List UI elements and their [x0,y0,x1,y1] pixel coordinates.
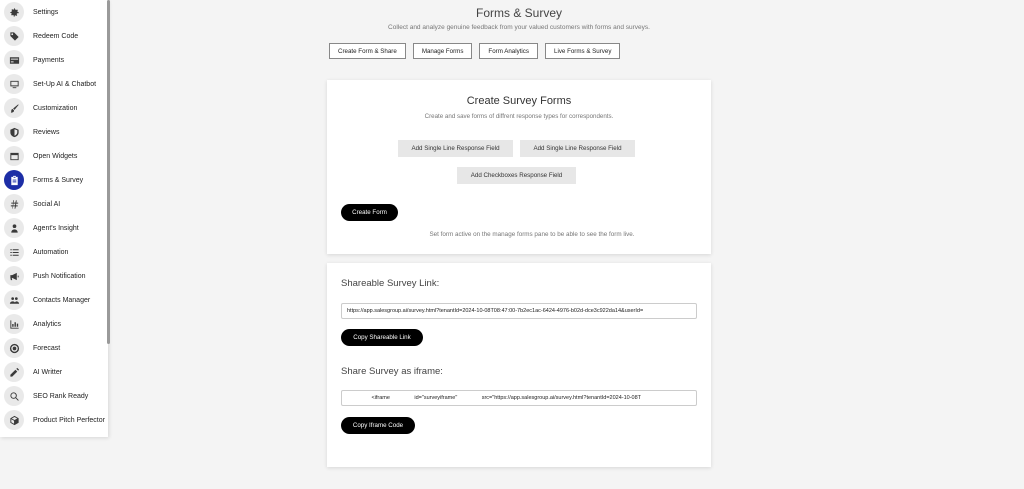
create-survey-card [327,80,711,254]
create-form-button[interactable]: Create Form [341,204,398,221]
copy-shareable-link-button[interactable]: Copy Shareable Link [341,329,423,346]
tab-live-forms-survey[interactable]: Live Forms & Survey [545,43,620,59]
hashtag-icon [4,194,24,214]
sidebar-item-label: Push Notification [33,272,86,280]
sidebar-item-open-widgets[interactable] [0,144,108,168]
sidebar-list [0,0,108,432]
box-icon [4,410,24,430]
sidebar-item-product-pitch-perfector[interactable] [0,408,108,432]
sidebar-item-push-notification[interactable] [0,264,108,288]
agent-icon [4,218,24,238]
sidebar-item-label: Set-Up AI & Chatbot [33,80,97,88]
sidebar-item-social-ai[interactable] [0,192,108,216]
sidebar-item-label: Redeem Code [33,32,79,40]
sidebar-item-reviews[interactable] [0,120,108,144]
tab-bar [329,43,620,59]
pen-icon [4,362,24,382]
sidebar-item-customization[interactable] [0,96,108,120]
sidebar-scrollbar[interactable] [107,0,110,344]
shield-icon [4,122,24,142]
sidebar-item-label: Agent's Insight [33,224,79,232]
share-survey-card [327,263,711,467]
sidebar-item-label: AI Writter [33,368,63,376]
tab-form-analytics[interactable]: Form Analytics [479,43,538,59]
sidebar-item-agent-s-insight[interactable] [0,216,108,240]
widget-icon [4,146,24,166]
sidebar-item-seo-rank-ready[interactable] [0,384,108,408]
add-checkboxes-field-button[interactable]: Add Checkboxes Response Field [457,167,576,184]
sidebar-item-forms-survey[interactable] [0,168,108,192]
iframe-code-field[interactable]: <iframe id="surveyiframe" src="https://app.salesgroup.ai/survey.html?tenantId=2024-10-08T [341,390,697,406]
brush-icon [4,98,24,118]
sidebar-item-set-up-ai-chatbot[interactable] [0,72,108,96]
add-single-line-field-button-2[interactable]: Add Single Line Response Field [520,140,635,157]
sidebar-item-label: SEO Rank Ready [33,392,89,400]
tab-create-form-share[interactable]: Create Form & Share [329,43,406,59]
sidebar-item-label: Forms & Survey [33,176,84,184]
sidebar-item-label: Reviews [33,128,60,136]
sidebar-item-analytics[interactable] [0,312,108,336]
add-single-line-field-button[interactable]: Add Single Line Response Field [398,140,513,157]
sidebar-item-label: Forecast [33,344,61,352]
shareable-link-heading: Shareable Survey Link: [341,278,440,289]
sidebar-item-label: Payments [33,56,65,64]
sidebar-item-label: Social AI [33,200,61,208]
target-icon [4,338,24,358]
page-title: Forms & Survey [475,6,562,20]
sidebar-item-forecast[interactable] [0,336,108,360]
credit-card-icon [4,50,24,70]
sidebar-item-label: Automation [33,248,69,256]
sidebar-item-ai-writter[interactable] [0,360,108,384]
sidebar-item-payments[interactable] [0,48,108,72]
sidebar-item-label: Settings [33,8,59,16]
create-form-note: Set form active on the manage forms pane to be able to see the form live. [429,231,635,238]
sidebar-item-label: Open Widgets [33,152,78,160]
tab-manage-forms[interactable]: Manage Forms [413,43,473,59]
copy-iframe-code-button[interactable]: Copy Iframe Code [341,417,415,434]
sidebar-item-automation[interactable] [0,240,108,264]
sidebar-item-contacts-manager[interactable] [0,288,108,312]
iframe-heading: Share Survey as iframe: [341,366,443,377]
users-icon [4,290,24,310]
shareable-link-field[interactable]: https://app.salesgroup.ai/survey.html?tenantId=2024-10-08T08:47:00-7b2ec1ac-6424-4976-b02d-dce3c922da14&userId= [341,303,697,319]
monitor-icon [4,74,24,94]
page-subtitle: Collect and analyze genuine feedback from your valued customers with forms and surveys. [388,24,650,31]
sidebar-item-label: Customization [33,104,78,112]
search-icon [4,386,24,406]
bar-chart-icon [4,314,24,334]
checklist-icon [4,242,24,262]
megaphone-icon [4,266,24,286]
sidebar-item-label: Analytics [33,320,62,328]
create-survey-subtitle: Create and save forms of diffrent response types for correspondents. [424,113,614,120]
sidebar-item-label: Contacts Manager [33,296,91,304]
sidebar-item-label: Product Pitch Perfector [33,416,105,424]
create-survey-title: Create Survey Forms [466,95,572,107]
sidebar [0,0,108,437]
clipboard-icon [4,170,24,190]
